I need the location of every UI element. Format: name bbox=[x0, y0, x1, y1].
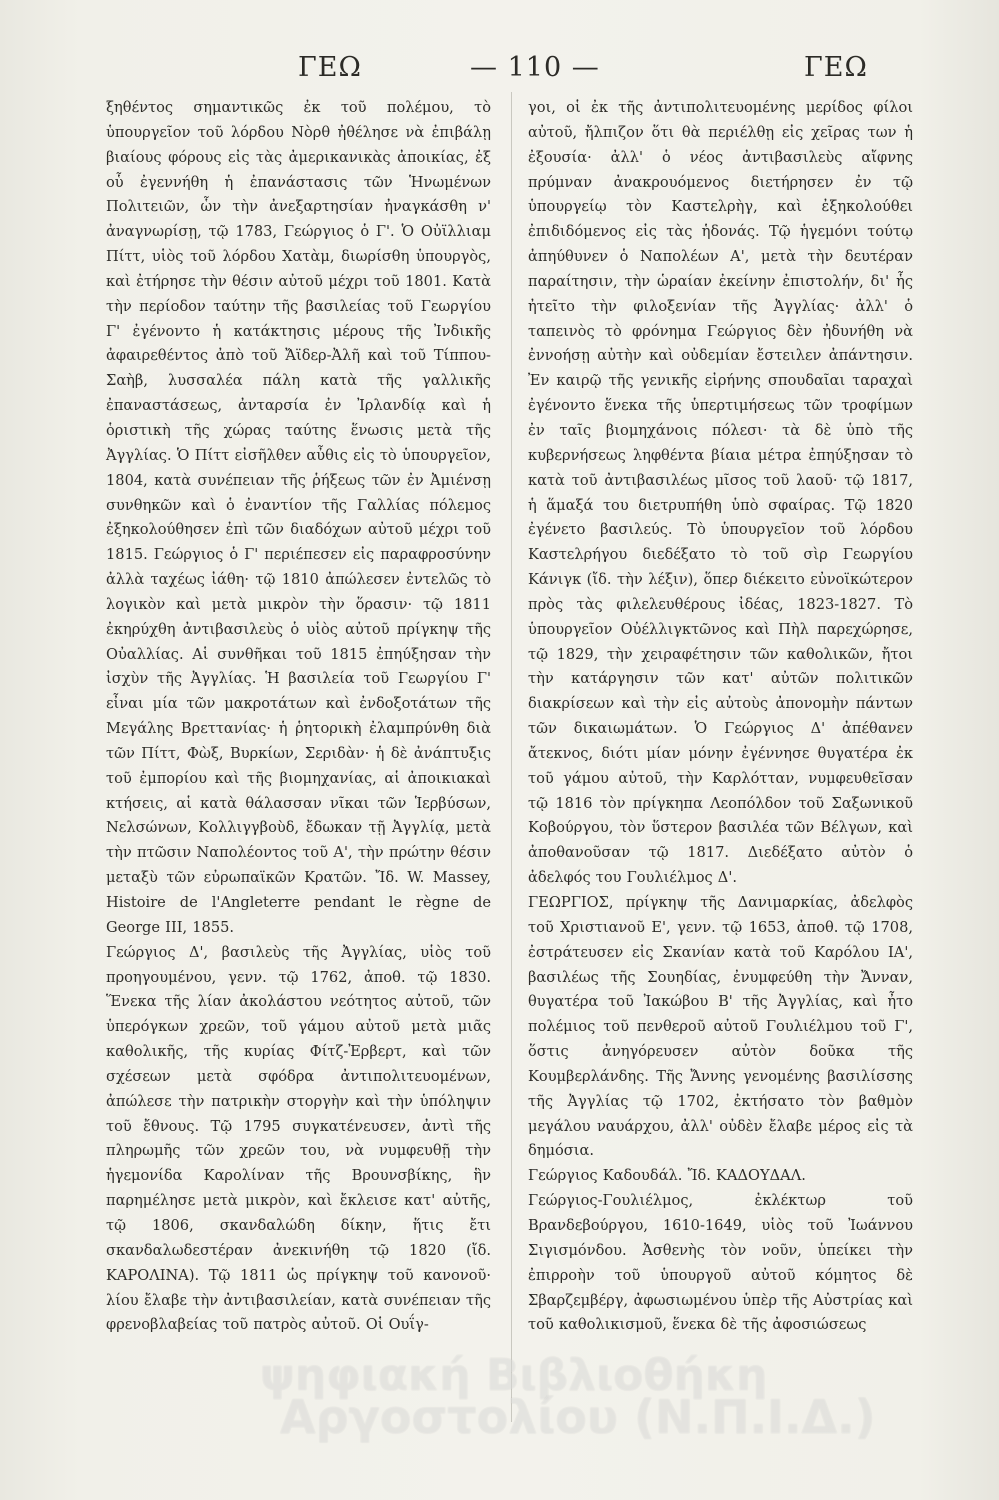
left-column bbox=[106, 96, 491, 1338]
watermark-line-2: Αργοστολίου (Ν.Π.Ι.Δ.) bbox=[280, 1390, 876, 1444]
right-column bbox=[528, 96, 913, 1338]
entry-george-william: Γεώργιος-Γουλιέλμος, ἐκλέκτωρ τοῦ Βρανδεβούργου, 1610-1649, υἱὸς τοῦ Ἰωάννου Σιγισμόνδου. Ἀσθενὴς τὸν νοῦν, ὑπείκει τὴν ἐπιρροὴν τοῦ ὑπουργοῦ αὐτοῦ κόμητος δὲ Σβαρζεμβέργ, ἀφωσιωμένου ὑπὲρ τῆς Αὐστρίας καὶ τοῦ καθολικισμοῦ, ἕνεκα δὲ τῆς ἀφοσιώσεως bbox=[528, 1192, 913, 1334]
entry-george-iii-continued: ξηθέντος σημαντικῶς ἐκ τοῦ πολέμου, τὸ ὑπουργεῖον τοῦ λόρδου Νὸρθ ἠθέλησε νὰ ἐπιβάλῃ βιαίους φόρους εἰς τὰς ἀμερικανικὰς ἀποικίας, ἐξ οὗ ἐγεννήθη ἡ ἐπανάστασις τῶν Ἡνωμένων Πολιτειῶν, ὧν τὴν ἀνεξαρτησίαν ἠναγκάσθη ν' ἀναγνωρίσῃ, τῷ 1783, Γεώργιος ὁ Γ'. Ὁ Οὐϊλλιαμ Πίττ, υἱὸς τοῦ λόρδου Χατὰμ, διωρίσθη ὑπουργὸς, καὶ ἐτήρησε τὴν θέσιν αὐτοῦ μέχρι τοῦ 1801. Κατὰ τὴν περίοδον ταύτην τῆς βασιλείας τοῦ Γεωργίου Γ' ἐγένοντο ἡ κατάκτησις μέρους τῆς Ἰνδικῆς ἀφαιρεθέντος ἀπὸ τοῦ Ἄϊδερ-Ἀλῆ καὶ τοῦ Τίππου-Σαὴβ, λυσσαλέα πάλη κατὰ τῆς γαλλικῆς ἐπαναστάσεως, ἀνταρσία ἐν Ἰρλανδίᾳ καὶ ἡ ὁριστικὴ τῆς χώρας ταύτης ἕνωσις μετὰ τῆς Ἀγγλίας. Ὁ Πίττ εἰσῆλθεν αὖθις εἰς τὸ ὑπουργεῖον, 1804, κατὰ συνέπειαν τῆς ῥήξεως τῶν ἐν Ἀμιένσῃ συνθηκῶν καὶ ὁ ἐναντίον τῆς Γαλλίας πόλεμος ἐξηκολούθησεν ἐπὶ τῶν διαδόχων αὐτοῦ μέχρι τοῦ 1815. Γεώργιος ὁ Γ' περιέπεσεν εἰς παραφροσύνην ἀλλὰ ταχέως ἰάθη· τῷ 1810 ἀπώλεσεν ἐντελῶς τὸ λογικὸν καὶ μετὰ μικρὸν τὴν ὅρασιν· τῷ 1811 ἐκηρύχθη ἀντιβασιλεὺς ὁ υἱὸς αὐτοῦ πρίγκηψ τῆς Οὐαλλίας. Αἱ συνθῆκαι τοῦ 1815 ἐπηύξησαν τὴν ἰσχὺν τῆς Ἀγγλίας. Ἡ βασιλεία τοῦ Γεωργίου Γ' εἶναι μία τῶν μακροτάτων καὶ ἐνδοξοτάτων τῆς Μεγάλης Βρεττανίας· ἡ ῥητορικὴ ἐλαμπρύνθη διὰ τῶν Πίττ, Φὼξ, Βυρκίων, Σεριδὰν· ἡ δὲ ἀνάπτυξις τοῦ ἐμπορίου καὶ τῆς βιομηχανίας, αἱ ἀποικιακαὶ κτήσεις, αἱ κατὰ θάλασσαν νῖκαι τῶν Ἱερβύσων, Νελσώνων, Κολλιγγβοὺδ, ἔδωκαν τῇ Ἀγγλίᾳ, μετὰ τὴν πτῶσιν Ναπολέοντος τοῦ Α', τὴν πρώτην θέσιν μεταξὺ τῶν εὐρωπαϊκῶν Κρατῶν. Ἴδ. W. Massey, Histoire de l'Angleterre pendant le règne de George III, 1855. bbox=[106, 99, 491, 936]
entry-george-iv-continued: γοι, οἱ ἐκ τῆς ἀντιπολιτευομένης μερίδος φίλοι αὐτοῦ, ἤλπιζον ὅτι θὰ περιέλθῃ εἰς χεῖρας των ἡ ἐξουσία· ἀλλ' ὁ νέος ἀντιβασιλεὺς αἴφνης πρύμναν ἀνακρουόμενος διετήρησεν ἐν τῷ ὑπουργείῳ τὸν Καστελρὴγ, καὶ ἐξηκολούθει ἐπιδιδόμενος εἰς τὰς ἡδονάς. Τῷ ἡγεμόνι τούτῳ ἀπηύθυνεν ὁ Ναπολέων Α', μετὰ τὴν δευτέραν παραίτησιν, τὴν ὡραίαν ἐκείνην ἐπιστολήν, δι' ἧς ἠτεῖτο τὴν φιλοξενίαν τῆς Ἀγγλίας· ἀλλ' ὁ ταπεινὸς τὸ φρόνημα Γεώργιος δὲν ἠδυνήθη νὰ ἐννοήσῃ αὐτὴν καὶ οὐδεμίαν ἔστειλεν ἀπάντησιν. Ἐν καιρῷ τῆς γενικῆς εἰρήνης σπουδαῖαι ταραχαὶ ἐγένοντο ἕνεκα τῆς ὑπερτιμήσεως τῶν τροφίμων ἐν ταῖς βιομηχάνοις πόλεσι· τὰ δὲ ὑπὸ τῆς κυβερνήσεως ληφθέντα βίαια μέτρα ἐπηύξησαν τὸ κατὰ τοῦ ἀντιβασιλέως μῖσος τοῦ λαοῦ· τῷ 1817, ἡ ἅμαξά του διετρυπήθη ὑπὸ σφαίρας. Τῷ 1820 ἐγένετο βασιλεύς. Τὸ ὑπουργεῖον τοῦ λόρδου Καστελρήγου διεδέξατο τὸ τοῦ σὶρ Γεωργίου Κάνιγκ (ἴδ. τὴν λέξιν), ὅπερ διέκειτο εὐνοϊκώτερον πρὸς τὰς φιλελευθέρους ἰδέας, 1823-1827. Τὸ ὑπουργεῖον Οὐέλλιγκτῶνος καὶ Πὴλ παρεχώρησε, τῷ 1829, τὴν χειραφέτησιν τῶν καθολικῶν, ἤτοι τὴν κατάργησιν τῶν κατ' αὐτῶν πολιτικῶν διακρίσεων καὶ τὴν εἰς αὐτοὺς ἀπονομὴν πάντων τῶν δικαιωμάτων. Ὁ Γεώργιος Δ' ἀπέθανεν ἄτεκνος, διότι μίαν μόνην ἐγέννησε θυγατέρα ἐκ τοῦ γάμου αὐτοῦ, τὴν Καρλότταν, νυμφευθεῖσαν τῷ 1816 τὸν πρίγκηπα Λεοπόλδον τοῦ Σαξωνικοῦ Κοβούργου, τὸν ὕστερον βασιλέα τῶν Βέλγων, καὶ ἀποθανοῦσαν τῷ 1817. Διεδέξατο αὐτὸν ὁ ἀδελφός του Γουλιέλμος Δ'. bbox=[528, 99, 913, 887]
entry-georges-cadoudal: Γεώργιος Καδουδάλ. Ἴδ. ΚΑΔΟΥΔΑΛ. bbox=[528, 1167, 806, 1185]
header-right-guideword: ΓΕΩ bbox=[804, 52, 868, 83]
page-number: — 110 — bbox=[470, 52, 600, 83]
entry-george-iv: Γεώργιος Δ', βασιλεὺς τῆς Ἀγγλίας, υἱὸς τοῦ προηγουμένου, γενν. τῷ 1762, ἀποθ. τῷ 1830. Ἕνεκα τῆς λίαν ἀκολάστου νεότητος αὐτοῦ, τῶν ὑπερόγκων χρεῶν, τοῦ γάμου αὐτοῦ μετὰ μιᾶς καθολικῆς, τῆς κυρίας Φίτζ-Ἐρβερτ, καὶ τῶν σχέσεων μετὰ σφόδρα ἀντιπολιτευομένων, ἀπώλεσε τὴν πατρικὴν στοργὴν καὶ τὴν ὑπόληψιν τοῦ ἔθνους. Τῷ 1795 συγκατένευσεν, ἀντὶ τῆς πληρωμῆς τῶν χρεῶν του, νὰ νυμφευθῇ τὴν ἡγεμονίδα Καρολίναν τῆς Βρουνσβίκης, ἣν παρημέλησε μετὰ μικρὸν, καὶ ἔκλεισε κατ' αὐτῆς, τῷ 1806, σκανδαλώδη δίκην, ἥτις ἔτι σκανδαλωδεστέραν ἀνεκινήθη τῷ 1820 (ἴδ. ΚΑΡΟΛΙΝΑ). Τῷ 1811 ὡς πρίγκηψ τοῦ κανονοῦ· λίου ἔλαβε τὴν ἀντιβασιλείαν, κατὰ συνέπειαν τῆς φρενοβλαβείας τοῦ πατρὸς αὐτοῦ. Οἱ Ουΐγ- bbox=[106, 943, 491, 1334]
header-left-guideword: ΓΕΩ bbox=[298, 52, 362, 83]
column-divider bbox=[511, 92, 512, 1422]
library-watermark bbox=[140, 1350, 900, 1490]
entry-george-of-denmark: ΓΕΩΡΓΙΟΣ, πρίγκηψ τῆς Δανιμαρκίας, ἀδελφὸς τοῦ Χριστιανοῦ Ε', γενν. τῷ 1653, ἀποθ. τῷ 1708, ἐστράτευσεν εἰς Σκανίαν κατὰ τοῦ Καρόλου ΙΑ', βασιλέως τῆς Σουηδίας, ἐνυμφεύθη τὴν Ἄνναν, θυγατέρα τοῦ Ἰακώβου Β' τῆς Ἀγγλίας, καὶ ἦτο πολέμιος τοῦ πενθεροῦ αὐτοῦ Γουλιέλμου τοῦ Γ', ὅστις ἀνηγόρευσεν αὐτὸν δοῦκα τῆς Κουμβερλάνδης. Τῆς Ἄννης γενομένης βασιλίσσης τῆς Ἀγγλίας τῷ 1702, ἐκτήσατο τὸν βαθμὸν μεγάλου ναυάρχου, ἀλλ' οὐδὲν ἔλαβε μέρος εἰς τὰ δημόσια. bbox=[528, 894, 913, 1160]
running-header bbox=[108, 52, 920, 86]
watermark-line-1: ψηφιακή Βιβλιοθήκη bbox=[260, 1350, 768, 1401]
